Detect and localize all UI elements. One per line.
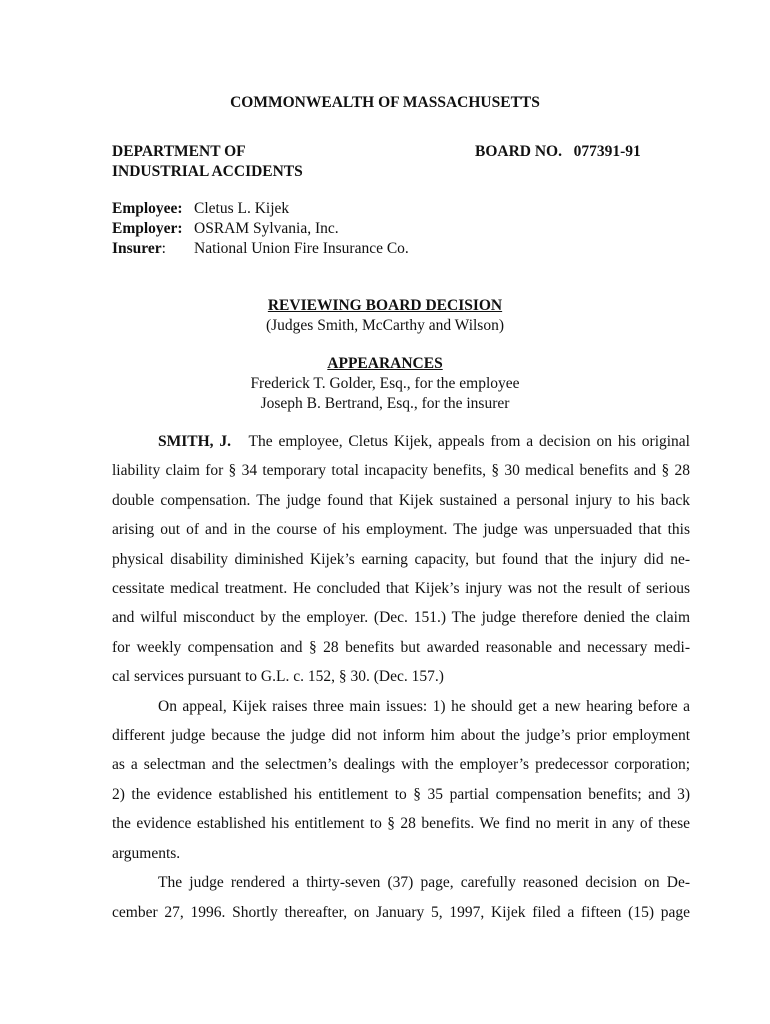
party-insurer: Insurer: National Union Fire Insurance Co. bbox=[112, 240, 409, 257]
party-value: National Union Fire Insurance Co. bbox=[194, 240, 409, 257]
appearances-title: APPEARANCES bbox=[327, 355, 443, 372]
appearance-employee: Frederick T. Golder, Esq., for the employee bbox=[250, 375, 520, 392]
decision-title: REVIEWING BOARD DECISION bbox=[267, 297, 503, 314]
board-number: BOARD NO. 077391-91 bbox=[475, 143, 641, 160]
appearance-insurer: Joseph B. Bertrand, Esq., for the insurer bbox=[260, 395, 510, 412]
paragraph-3: The judge rendered a thirty-seven (37) page, carefully reasoned decision on De- cember 27, 1996. Shortly thereafter, on January 5, 1997, Kijek filed a fifteen (15) page bbox=[112, 874, 690, 921]
decision-body bbox=[112, 427, 690, 927]
party-label: Employer: bbox=[112, 220, 183, 237]
author-name: SMITH, J. bbox=[158, 433, 232, 450]
department-line-2: INDUSTRIAL ACCIDENTS bbox=[112, 163, 303, 180]
party-value: OSRAM Sylvania, Inc. bbox=[194, 220, 339, 237]
party-value: Cletus L. Kijek bbox=[194, 200, 290, 217]
commonwealth-heading: COMMONWEALTH OF MASSACHUSETTS bbox=[230, 94, 540, 111]
party-employer bbox=[112, 220, 339, 238]
party-label: Employee: bbox=[112, 200, 183, 217]
party-label: Insurer bbox=[112, 240, 162, 257]
paragraph-1: SMITH, J. The employee, Cletus Kijek, appeals from a decision on his original liability claim for § 34 temporary total incapacity benefits, § 30 medical benefits and § 28 double compensation. The judge found that Kijek sustained a personal injury to his back arising out of and in the course of his employment. The judge was unpersuaded that this physical disability diminished Kijek’s earning capacity, but found that the injury did ne- cessitate medical treatment. He concluded that Kijek’s injury was not the result of serious and wilful misconduct by the employer. (Dec. 151.) The judge therefore denied the claim for weekly compensation and § 28 benefits but awarded reasonable and necessary medi- cal services pursuant to G.L. c. 152, § 30. (Dec. 157.) bbox=[112, 433, 690, 686]
paragraph-2: On appeal, Kijek raises three main issues: 1) he should get a new hearing before a different judge because the judge did not inform him about the judge’s prior employment as a selectman and the selectmen’s dealings with the employer’s predecessor corporation; 2) the evidence established his entitlement to § 35 partial compensation benefits; and 3) the evidence established his entitlement to § 28 benefits. We find no merit in any of these arguments. bbox=[112, 697, 690, 862]
decision-judges: (Judges Smith, McCarthy and Wilson) bbox=[265, 317, 505, 334]
department-line-1: DEPARTMENT OF bbox=[112, 143, 246, 160]
party-employee bbox=[112, 200, 289, 218]
